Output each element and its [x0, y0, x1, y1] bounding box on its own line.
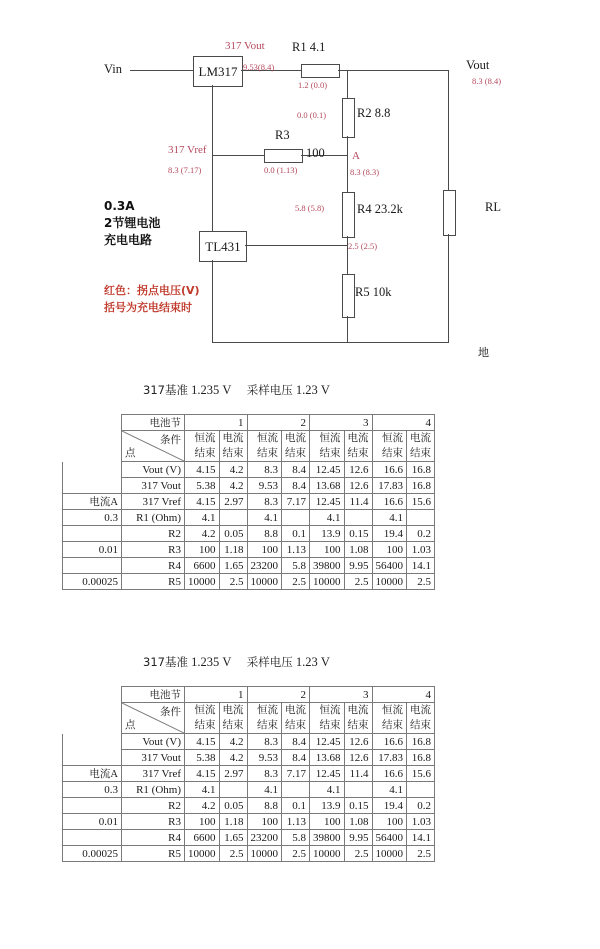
- row-current-value: 电流A: [63, 494, 122, 510]
- data-table-2: [62, 686, 435, 862]
- cell-value: 17.83: [372, 750, 407, 766]
- wire-vin: [130, 70, 193, 71]
- samp-value-2: 1.23 V: [295, 655, 330, 669]
- cell-value: 15.6: [407, 494, 435, 510]
- label-vout: Vout: [466, 58, 490, 72]
- cell-value: 7.17: [282, 766, 310, 782]
- cell-value: 12.6: [344, 478, 372, 494]
- cell-value: 11.4: [344, 766, 372, 782]
- table-header-row-groups: [63, 415, 435, 431]
- cell-value: 4.1: [310, 510, 345, 526]
- cell-value: 8.3: [247, 462, 282, 478]
- cell-value: 5.38: [185, 750, 220, 766]
- table-row: [63, 750, 435, 766]
- header-sub-end-2: 电流 结束: [282, 431, 310, 462]
- value-317-vref: 8.3 (7.17): [168, 165, 202, 175]
- cell-value: 100: [372, 542, 407, 558]
- row-current-value: 0.3: [63, 510, 122, 526]
- cell-value: 0.05: [219, 798, 247, 814]
- wire-ground-rail: [212, 342, 449, 343]
- cell-value: 4.1: [185, 782, 220, 798]
- cell-value: 8.4: [282, 734, 310, 750]
- header-corner-bottom: 点: [125, 447, 136, 459]
- cell-value: [344, 782, 372, 798]
- value-r3-ohms: 100: [306, 146, 325, 160]
- table-row: [63, 462, 435, 478]
- cell-value: 4.1: [372, 510, 407, 526]
- cell-value: 4.2: [219, 462, 247, 478]
- cell-value: 1.65: [219, 558, 247, 574]
- cell-value: 100: [372, 814, 407, 830]
- header-sub-end-1: 电流 结束: [219, 703, 247, 734]
- label-rl: RL: [485, 200, 501, 214]
- table-header-row-conditions: [63, 431, 435, 462]
- row-label: 317 Vref: [122, 766, 185, 782]
- cell-value: 4.15: [185, 494, 220, 510]
- cell-value: 5.8: [282, 830, 310, 846]
- cell-value: 100: [247, 542, 282, 558]
- header-group-4: 4: [372, 687, 435, 703]
- row-current-value: [63, 558, 122, 574]
- header-sub-end-1: 电流 结束: [219, 431, 247, 462]
- table-row: [63, 526, 435, 542]
- row-current-value: [63, 734, 122, 750]
- table-row: [63, 782, 435, 798]
- cell-value: 100: [185, 814, 220, 830]
- table-row: [63, 478, 435, 494]
- header-cell-label: 电池节: [122, 415, 185, 431]
- cell-value: 4.1: [247, 510, 282, 526]
- label-node-a: A: [352, 150, 360, 162]
- cell-value: 100: [310, 814, 345, 830]
- table-row: [63, 830, 435, 846]
- row-current-value: [63, 830, 122, 846]
- row-label: R3: [122, 542, 185, 558]
- cell-value: 6600: [185, 558, 220, 574]
- cell-value: 16.6: [372, 494, 407, 510]
- header-blank-current-2: [63, 431, 122, 462]
- cell-value: 10000: [185, 846, 220, 862]
- header-group-1: 1: [185, 687, 248, 703]
- label-317-vout: 317 Vout: [225, 40, 265, 52]
- cell-value: 8.3: [247, 734, 282, 750]
- cell-value: 23200: [247, 558, 282, 574]
- table-row: [63, 798, 435, 814]
- header-group-2: 2: [247, 687, 310, 703]
- header-sub-constant-2: 恒流 结束: [247, 703, 282, 734]
- wire-lm317-adj: [212, 85, 213, 155]
- header-corner-top: 条件: [160, 706, 181, 718]
- cell-value: 15.6: [407, 766, 435, 782]
- cell-value: 8.8: [247, 798, 282, 814]
- resistor-r1: [301, 64, 340, 78]
- cell-value: 4.1: [247, 782, 282, 798]
- cell-value: 4.1: [185, 510, 220, 526]
- wire-tl431-ref: [245, 245, 348, 246]
- cell-value: 17.83: [372, 478, 407, 494]
- cell-value: [282, 782, 310, 798]
- ref-value-1: 1.235 V: [191, 383, 232, 397]
- label-r5: R5 10k: [355, 285, 392, 299]
- lm317-label: LM317: [198, 63, 238, 79]
- tl431-label: TL431: [205, 238, 241, 254]
- label-ground: 地: [478, 346, 489, 359]
- cell-value: 100: [185, 542, 220, 558]
- cell-value: [219, 510, 247, 526]
- cell-value: 13.68: [310, 478, 345, 494]
- cell-value: 9.95: [344, 558, 372, 574]
- cell-value: 4.15: [185, 462, 220, 478]
- row-label: R5: [122, 574, 185, 590]
- cell-value: 4.2: [185, 798, 220, 814]
- cell-value: 0.15: [344, 526, 372, 542]
- label-r4: R4 23.2k: [357, 202, 403, 216]
- cell-value: 10000: [247, 574, 282, 590]
- cell-value: [282, 510, 310, 526]
- row-label: 317 Vout: [122, 478, 185, 494]
- cell-value: 16.8: [407, 734, 435, 750]
- header-group-1: 1: [185, 415, 248, 431]
- cell-value: 2.97: [219, 494, 247, 510]
- cell-value: 16.6: [372, 734, 407, 750]
- cell-value: 10000: [247, 846, 282, 862]
- cell-value: 12.45: [310, 494, 345, 510]
- header-corner-top: 条件: [160, 434, 181, 446]
- header-group-4: 4: [372, 415, 435, 431]
- wire-node-r2-top: [347, 70, 348, 98]
- cell-value: 10000: [185, 574, 220, 590]
- cell-value: 1.08: [344, 542, 372, 558]
- header-sub-constant-2: 恒流 结束: [247, 431, 282, 462]
- cell-value: 0.2: [407, 526, 435, 542]
- header-sub-end-4: 电流 结束: [407, 703, 435, 734]
- row-label: 317 Vref: [122, 494, 185, 510]
- cell-value: 0.2: [407, 798, 435, 814]
- samp-label-2: 采样电压: [246, 655, 293, 669]
- row-current-value: 0.00025: [63, 846, 122, 862]
- cell-value: 4.2: [185, 526, 220, 542]
- cell-value: 2.5: [407, 846, 435, 862]
- value-vout: 8.3 (8.4): [472, 76, 502, 86]
- component-lm317: [193, 56, 243, 87]
- data-table-1: [62, 414, 435, 590]
- ref-value-2: 1.235 V: [191, 655, 232, 669]
- table-row: [63, 494, 435, 510]
- cell-value: 23200: [247, 830, 282, 846]
- header-group-3: 3: [310, 687, 373, 703]
- resistor-r3: [264, 149, 303, 163]
- red-note-line-1: 红色：拐点电压(V): [104, 284, 200, 297]
- resistor-rl: [443, 190, 456, 236]
- label-r1: R1 4.1: [292, 40, 326, 54]
- row-label: R3: [122, 814, 185, 830]
- cell-value: 12.6: [344, 734, 372, 750]
- cell-value: [344, 510, 372, 526]
- cell-value: 14.1: [407, 558, 435, 574]
- cell-value: 1.08: [344, 814, 372, 830]
- value-r2: 0.0 (0.1): [297, 110, 327, 120]
- note-line-2: 2节锂电池: [104, 216, 161, 230]
- cell-value: 4.15: [185, 766, 220, 782]
- cell-value: 16.8: [407, 750, 435, 766]
- header-group-2: 2: [247, 415, 310, 431]
- wire-vref-to-tl431: [212, 155, 213, 231]
- header-corner-diagonal: [122, 431, 185, 462]
- header-sub-constant-3: 恒流 结束: [310, 431, 345, 462]
- table-row: [63, 766, 435, 782]
- cell-value: 14.1: [407, 830, 435, 846]
- table-row: [63, 734, 435, 750]
- cell-value: 4.1: [310, 782, 345, 798]
- cell-value: 19.4: [372, 798, 407, 814]
- cell-value: 8.8: [247, 526, 282, 542]
- cell-value: 0.15: [344, 798, 372, 814]
- cell-value: 2.5: [282, 846, 310, 862]
- label-317-vref: 317 Vref: [168, 144, 207, 156]
- cell-value: 9.53: [247, 478, 282, 494]
- header-sub-end-4: 电流 结束: [407, 431, 435, 462]
- cell-value: 12.45: [310, 462, 345, 478]
- wire-vout-down: [448, 70, 449, 190]
- table-row: [63, 558, 435, 574]
- cell-value: 2.5: [344, 846, 372, 862]
- resistor-r4: [342, 192, 355, 238]
- cell-value: 2.5: [344, 574, 372, 590]
- cell-value: 1.03: [407, 542, 435, 558]
- red-note-line-2: 括号为充电结束时: [104, 301, 192, 314]
- row-label: R2: [122, 526, 185, 542]
- value-r3: 0.0 (1.13): [264, 165, 298, 175]
- row-label: R1 (Ohm): [122, 510, 185, 526]
- samp-label-1: 采样电压: [246, 383, 293, 397]
- cell-value: 12.45: [310, 766, 345, 782]
- wire-r5-to-gnd: [347, 316, 348, 342]
- label-r3: R3: [275, 128, 290, 142]
- row-current-value: [63, 750, 122, 766]
- cell-value: 13.9: [310, 798, 345, 814]
- row-current-value: [63, 798, 122, 814]
- header-sub-constant-1: 恒流 结束: [185, 703, 220, 734]
- cell-value: 19.4: [372, 526, 407, 542]
- value-317-vout: 9.53(8.4): [243, 62, 275, 72]
- header-corner-diagonal: [122, 703, 185, 734]
- cell-value: 1.13: [282, 814, 310, 830]
- header-corner-bottom: 点: [125, 719, 136, 731]
- cell-value: 100: [247, 814, 282, 830]
- circuit-note-title: [104, 198, 160, 249]
- cell-value: 2.5: [407, 574, 435, 590]
- cell-value: 11.4: [344, 494, 372, 510]
- component-tl431: [199, 231, 247, 262]
- row-current-value: [63, 478, 122, 494]
- cell-value: [407, 510, 435, 526]
- row-label: R5: [122, 846, 185, 862]
- row-current-value: 0.3: [63, 782, 122, 798]
- table-1-caption: [143, 382, 330, 398]
- table-header-row-conditions: [63, 703, 435, 734]
- cell-value: 8.4: [282, 462, 310, 478]
- cell-value: 10000: [372, 846, 407, 862]
- cell-value: 8.3: [247, 494, 282, 510]
- cell-value: 1.13: [282, 542, 310, 558]
- cell-value: 4.2: [219, 478, 247, 494]
- cell-value: 10000: [310, 574, 345, 590]
- cell-value: 12.6: [344, 462, 372, 478]
- cell-value: 0.1: [282, 798, 310, 814]
- circuit-red-note: [104, 282, 200, 316]
- cell-value: 13.68: [310, 750, 345, 766]
- header-sub-constant-1: 恒流 结束: [185, 431, 220, 462]
- header-sub-end-2: 电流 结束: [282, 703, 310, 734]
- cell-value: 7.17: [282, 494, 310, 510]
- table-2-caption: [143, 654, 330, 670]
- cell-value: 2.97: [219, 766, 247, 782]
- row-current-value: [63, 462, 122, 478]
- table-row: [63, 542, 435, 558]
- header-sub-end-3: 电流 结束: [344, 703, 372, 734]
- cell-value: 2.5: [282, 574, 310, 590]
- row-current-value: [63, 526, 122, 542]
- header-sub-end-3: 电流 结束: [344, 431, 372, 462]
- cell-value: 5.38: [185, 478, 220, 494]
- header-blank-current: [63, 415, 122, 431]
- row-label: Vout (V): [122, 734, 185, 750]
- cell-value: 16.6: [372, 766, 407, 782]
- cell-value: [219, 782, 247, 798]
- row-current-value: 0.01: [63, 814, 122, 830]
- resistor-r5: [342, 274, 355, 318]
- cell-value: 13.9: [310, 526, 345, 542]
- resistor-r2: [342, 98, 355, 138]
- value-r5: 2.5 (2.5): [348, 241, 378, 251]
- cell-value: 1.65: [219, 830, 247, 846]
- wire-rl-to-gnd: [448, 234, 449, 342]
- cell-value: 8.4: [282, 478, 310, 494]
- note-line-3: 充电电路: [104, 233, 153, 247]
- cell-value: 39800: [310, 830, 345, 846]
- row-label: R4: [122, 558, 185, 574]
- circuit-diagram: [0, 0, 600, 370]
- cell-value: 4.2: [219, 734, 247, 750]
- row-current-value: 0.01: [63, 542, 122, 558]
- row-label: 317 Vout: [122, 750, 185, 766]
- cell-value: 4.2: [219, 750, 247, 766]
- row-label: R1 (Ohm): [122, 782, 185, 798]
- header-blank-current-2: [63, 703, 122, 734]
- cell-value: 100: [310, 542, 345, 558]
- table-row: [63, 574, 435, 590]
- value-r1: 1.2 (0.0): [298, 80, 328, 90]
- ref-label-2: 317基准: [143, 655, 188, 669]
- table-row: [63, 814, 435, 830]
- row-current-value: 电流A: [63, 766, 122, 782]
- cell-value: 4.1: [372, 782, 407, 798]
- value-r4: 5.8 (5.8): [295, 203, 325, 213]
- cell-value: [407, 782, 435, 798]
- cell-value: 16.8: [407, 478, 435, 494]
- cell-value: 10000: [372, 574, 407, 590]
- header-cell-label: 电池节: [122, 687, 185, 703]
- cell-value: 6600: [185, 830, 220, 846]
- header-sub-constant-4: 恒流 结束: [372, 431, 407, 462]
- ref-label-1: 317基准: [143, 383, 188, 397]
- wire-r1-to-vout: [338, 70, 448, 71]
- table-row: [63, 510, 435, 526]
- cell-value: 39800: [310, 558, 345, 574]
- cell-value: 2.5: [219, 846, 247, 862]
- row-label: R4: [122, 830, 185, 846]
- row-current-value: 0.00025: [63, 574, 122, 590]
- cell-value: 8.3: [247, 766, 282, 782]
- row-label: Vout (V): [122, 462, 185, 478]
- cell-value: 0.05: [219, 526, 247, 542]
- header-group-3: 3: [310, 415, 373, 431]
- header-sub-constant-3: 恒流 结束: [310, 703, 345, 734]
- label-r2: R2 8.8: [357, 106, 391, 120]
- cell-value: 10000: [310, 846, 345, 862]
- cell-value: 4.15: [185, 734, 220, 750]
- cell-value: 9.95: [344, 830, 372, 846]
- table-row: [63, 846, 435, 862]
- header-blank-current: [63, 687, 122, 703]
- cell-value: 9.53: [247, 750, 282, 766]
- cell-value: 56400: [372, 558, 407, 574]
- cell-value: 56400: [372, 830, 407, 846]
- table-header-row-groups: [63, 687, 435, 703]
- samp-value-1: 1.23 V: [295, 383, 330, 397]
- row-label: R2: [122, 798, 185, 814]
- wire-tl431-to-gnd: [212, 260, 213, 342]
- wire-vref-r3-left: [212, 155, 264, 156]
- cell-value: 12.45: [310, 734, 345, 750]
- cell-value: 5.8: [282, 558, 310, 574]
- cell-value: 1.18: [219, 814, 247, 830]
- cell-value: 1.18: [219, 542, 247, 558]
- note-line-1: 0.3A: [104, 199, 135, 213]
- cell-value: 1.03: [407, 814, 435, 830]
- cell-value: 8.4: [282, 750, 310, 766]
- cell-value: 12.6: [344, 750, 372, 766]
- value-node-a: 8.3 (8.3): [350, 167, 380, 177]
- cell-value: 2.5: [219, 574, 247, 590]
- label-vin: Vin: [104, 62, 122, 76]
- cell-value: 0.1: [282, 526, 310, 542]
- cell-value: 16.6: [372, 462, 407, 478]
- header-sub-constant-4: 恒流 结束: [372, 703, 407, 734]
- cell-value: 16.8: [407, 462, 435, 478]
